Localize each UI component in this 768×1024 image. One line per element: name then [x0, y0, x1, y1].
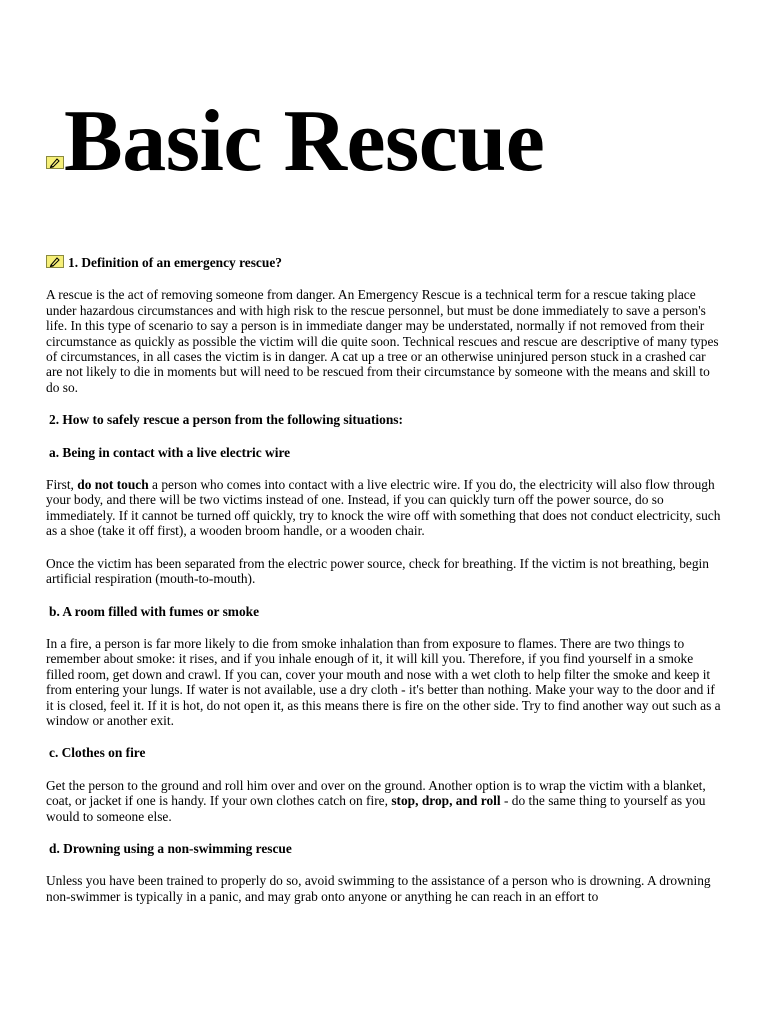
paragraph-clothes-fire: [46, 778, 722, 824]
paragraph-drowning: Unless you have been trained to properly do so, avoid swimming to the assistance of a person who is drowning. A drowning non-swimmer is typically in a panic, and may grab onto anyone or anything he can reach in an effort to: [46, 873, 711, 904]
text-span: First,: [46, 477, 78, 493]
text-span: Get the person to the ground and roll him over and over on the ground. Another option is to wrap the victim with a blanket, coat, or jacket if one is handy. If your own clothes catch on fire,: [46, 777, 706, 809]
title-row: [46, 92, 544, 192]
section-heading-definition: [46, 255, 722, 270]
document-body: [46, 255, 722, 904]
edit-pencil-icon[interactable]: [46, 156, 64, 169]
text-span: a person who comes into contact with a live electric wire. If you do, the electricity will also flow through your body, and there will be two victims instead of one. Instead, if you can quickly turn off the power source, do so immediately. If it cannot be turned off quickly, try to knock the wire off with something that does not conduct electricity, such as a shoe (take it off first), a wooden broom handle, or a wooden chair.: [46, 477, 721, 539]
section-heading-how-to: 2. How to safely rescue a person from the following situations:: [49, 412, 403, 428]
subheading-clothes-fire: c. Clothes on fire: [49, 745, 146, 761]
page-title: Basic Rescue: [64, 93, 545, 190]
section-heading-text: 1. Definition of an emergency rescue?: [68, 255, 282, 270]
bold-text: stop, drop, and roll: [391, 793, 501, 809]
paragraph-definition: A rescue is the act of removing someone from danger. An Emergency Rescue is a technical term for a rescue taking place under hazardous circumstances and with high risk to the rescue personnel, but must be done immediately to save a person's life. In this type of scenario to say a person is in immediate danger may be understated, normally if not removed from their circumstance as quickly as possible the victim will die quite soon. Technical rescues and rescue are descriptive of many types of circumstances, in all cases the victim is in danger. A cat up a tree or an otherwise uninjured person stuck in a crashed car are not likely to die in moments but will need to be rescued from their circumstance by someone with the means and skill to do so.: [46, 287, 719, 395]
text-span: - do the same thing to yourself as you would to someone else.: [46, 793, 706, 824]
paragraph-fumes-smoke: In a fire, a person is far more likely to die from smoke inhalation than from exposure to flames. There are two things to remember about smoke: it rises, and if you inhale enough of it, it will kill you. Therefore, if you find yourself in a smoke filled room, get down and crawl. If you can, cover your mouth and nose with a wet cloth to help filter the smoke and keep it from entering your lungs. If water is not available, use a dry cloth - it's better than nothing. Make your way to the door and if it is closed, feel it. If it is hot, do not open it, as this means there is fire on the other side. Try to find another way out such as a window or another exit.: [46, 635, 721, 728]
subheading-electric-wire: a. Being in contact with a live electric wire: [49, 444, 291, 460]
paragraph-electric-wire-1: [46, 477, 722, 539]
subheading-drowning: d. Drowning using a non-swimming rescue: [49, 840, 292, 856]
subheading-fumes-smoke: b. A room filled with fumes or smoke: [49, 603, 260, 619]
paragraph-electric-wire-2: Once the victim has been separated from the electric power source, check for breathing. If the victim is not breathing, begin artificial respiration (mouth-to-mouth).: [46, 555, 709, 587]
bold-text: do not touch: [77, 477, 149, 493]
edit-pencil-icon[interactable]: [46, 255, 64, 268]
